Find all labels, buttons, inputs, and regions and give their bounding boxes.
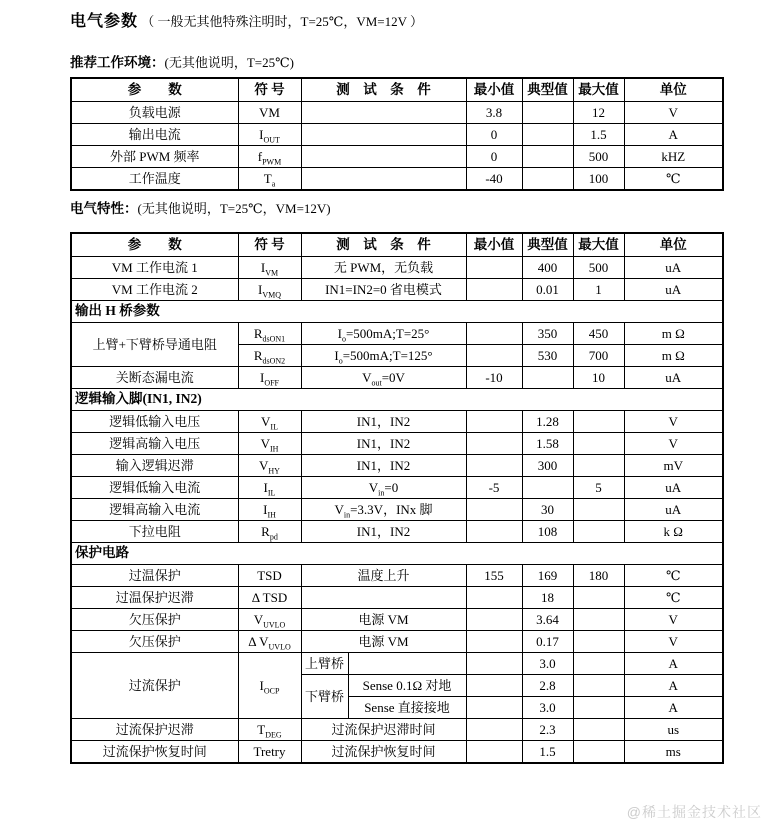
- table-cell: [466, 455, 522, 477]
- table-row: [71, 433, 723, 455]
- table-cell: A: [624, 675, 723, 697]
- table-cell: 300: [522, 455, 573, 477]
- table-row: [71, 257, 723, 279]
- table-cell: $I_{OFF}$: [238, 367, 301, 389]
- column-header: 典型值: [522, 78, 573, 102]
- table-cell: IN1，IN2: [301, 521, 466, 543]
- table-cell: VM 工作电流 2: [71, 279, 238, 301]
- table-cell: us: [624, 719, 723, 741]
- column-header: 测 试 条 件: [301, 78, 466, 102]
- table-cell: Δ $V_{UVLO}$: [238, 631, 301, 653]
- table-cell: [466, 433, 522, 455]
- table-cell: 3.64: [522, 609, 573, 631]
- table-cell: [522, 102, 573, 124]
- table-cell: A: [624, 124, 723, 146]
- table-cell: [573, 499, 624, 521]
- table-cell: 逻辑低输入电流: [71, 477, 238, 499]
- table-cell: $T_{DEG}$: [238, 719, 301, 741]
- table-row: [71, 279, 723, 301]
- table-cell: [522, 367, 573, 389]
- table-cell: 输入逻辑迟滞: [71, 455, 238, 477]
- table-row: [71, 168, 723, 191]
- table-row: [71, 455, 723, 477]
- table-cell: [466, 521, 522, 543]
- table-cell: V: [624, 631, 723, 653]
- column-header: 最小值: [466, 233, 522, 257]
- table-cell: $I_{VMQ}$: [238, 279, 301, 301]
- column-header: 符 号: [238, 233, 301, 257]
- watermark: @稀土掘金技术社区: [626, 804, 762, 820]
- column-header: 最大值: [573, 78, 624, 102]
- table-cell: [573, 697, 624, 719]
- table-cell: [573, 455, 624, 477]
- table-cell: V: [624, 102, 723, 124]
- table-cell: [573, 587, 624, 609]
- table-cell: [466, 631, 522, 653]
- table-cell: [522, 477, 573, 499]
- table-cell: [466, 697, 522, 719]
- column-header: 典型值: [522, 233, 573, 257]
- table-cell: V: [624, 411, 723, 433]
- table-cell: 155: [466, 565, 522, 587]
- table-row: [71, 323, 723, 345]
- table-cell: [466, 675, 522, 697]
- table-cell: 0: [466, 146, 522, 168]
- table-cell: 温度上升: [301, 565, 466, 587]
- table-cell: 逻辑高输入电流: [71, 499, 238, 521]
- table-cell: Tretry: [238, 741, 301, 764]
- table-cell: uA: [624, 367, 723, 389]
- table-cell: [573, 433, 624, 455]
- table-cell: 1.5: [573, 124, 624, 146]
- table-cell: 欠压保护: [71, 609, 238, 631]
- table-cell: uA: [624, 477, 723, 499]
- table-header: [71, 78, 723, 102]
- table-cell: m Ω: [624, 323, 723, 345]
- table-cell: 700: [573, 345, 624, 367]
- table-cell: 500: [573, 257, 624, 279]
- table-cell: 12: [573, 102, 624, 124]
- table-cell: A: [624, 697, 723, 719]
- table-cell: 1.28: [522, 411, 573, 433]
- table-cell: $V_{HY}$: [238, 455, 301, 477]
- column-header: 单位: [624, 78, 723, 102]
- table-cell: [466, 279, 522, 301]
- table-cell: mV: [624, 455, 723, 477]
- table-cell: 1: [573, 279, 624, 301]
- table-cell: IN1=IN2=0 省电模式: [301, 279, 466, 301]
- table-cell: A: [624, 653, 723, 675]
- table-cell: -10: [466, 367, 522, 389]
- recommended-conditions-note: (无其他说明，T=25℃): [164, 55, 294, 70]
- table-cell: [573, 411, 624, 433]
- table-cell: Sense 直接接地: [348, 697, 466, 719]
- column-header: 最大值: [573, 233, 624, 257]
- table-cell: [301, 124, 466, 146]
- column-header: 最小值: [466, 78, 522, 102]
- table-cell: IN1，IN2: [301, 411, 466, 433]
- table-cell: IN1，IN2: [301, 455, 466, 477]
- table-cell: [573, 741, 624, 764]
- table-cell: 1.5: [522, 741, 573, 764]
- table-row: [71, 587, 723, 609]
- column-header: 参 数: [71, 233, 238, 257]
- table-cell: [573, 719, 624, 741]
- table-cell: [522, 124, 573, 146]
- table-row: [71, 521, 723, 543]
- electrical-characteristics-heading: [70, 197, 722, 217]
- table-cell: $R_{dsON1}$: [238, 323, 301, 345]
- table-cell: 电源 VM: [301, 631, 466, 653]
- recommended-operating-conditions-table: [70, 77, 724, 191]
- table-cell: 10: [573, 367, 624, 389]
- table-cell: Δ TSD: [238, 587, 301, 609]
- table-cell: uA: [624, 279, 723, 301]
- table-cell: 下拉电阻: [71, 521, 238, 543]
- table-cell: [466, 719, 522, 741]
- section-label: 输出 H 桥参数: [71, 301, 723, 323]
- table-cell: [301, 168, 466, 191]
- table-cell: TSD: [238, 565, 301, 587]
- table-cell: 3.0: [522, 653, 573, 675]
- section-label: 逻辑输入脚(IN1, IN2): [71, 389, 723, 411]
- table-cell: $V_{in}=0$: [301, 477, 466, 499]
- table-cell: 108: [522, 521, 573, 543]
- page-title: [70, 8, 722, 31]
- table-cell: [466, 345, 522, 367]
- table-cell: 169: [522, 565, 573, 587]
- table-cell: $V_{IH}$: [238, 433, 301, 455]
- table-cell: [466, 411, 522, 433]
- table-cell: 欠压保护: [71, 631, 238, 653]
- table-cell: [466, 323, 522, 345]
- table-cell: 过温保护迟滞: [71, 587, 238, 609]
- table-row: [71, 719, 723, 741]
- table-cell: ℃: [624, 565, 723, 587]
- table-cell: $I_{IH}$: [238, 499, 301, 521]
- page-title-note: （ 一般无其他特殊注明时，T=25℃，VM=12V ）: [141, 14, 424, 29]
- table-cell: IN1，IN2: [301, 433, 466, 455]
- table-row: [71, 411, 723, 433]
- table-cell: [301, 587, 466, 609]
- table-cell: [573, 521, 624, 543]
- header-row: [71, 78, 723, 102]
- electrical-characteristics-label: 电气特性：: [70, 201, 138, 216]
- table-cell: k Ω: [624, 521, 723, 543]
- table-cell: -5: [466, 477, 522, 499]
- table-cell: 350: [522, 323, 573, 345]
- table-cell: uA: [624, 257, 723, 279]
- table-cell: m Ω: [624, 345, 723, 367]
- table-cell: [522, 168, 573, 191]
- table-row: [71, 631, 723, 653]
- table-cell: 关断态漏电流: [71, 367, 238, 389]
- table-cell: 过流保护恢复时间: [71, 741, 238, 764]
- column-header: 单位: [624, 233, 723, 257]
- table-cell: 3.8: [466, 102, 522, 124]
- table-cell: [466, 653, 522, 675]
- table-cell: 500: [573, 146, 624, 168]
- table-cell: $I_{OCP}$: [238, 653, 301, 719]
- table-cell: $I_o=500mA;T=125^\circ$: [301, 345, 466, 367]
- table-cell: 18: [522, 587, 573, 609]
- table-cell: 过流保护恢复时间: [301, 741, 466, 764]
- table-row: [71, 477, 723, 499]
- table-cell: 180: [573, 565, 624, 587]
- table-cell: [573, 653, 624, 675]
- table-cell: 5: [573, 477, 624, 499]
- table-cell: 0.17: [522, 631, 573, 653]
- page-content: [70, 8, 722, 764]
- table-cell: $I_{VM}$: [238, 257, 301, 279]
- table-cell: 上臂桥: [301, 653, 348, 675]
- table-cell: [466, 609, 522, 631]
- table-header: [71, 233, 723, 257]
- table-cell: 逻辑高输入电压: [71, 433, 238, 455]
- table-row: [71, 102, 723, 124]
- table-cell: [573, 609, 624, 631]
- table-cell: 450: [573, 323, 624, 345]
- table-cell: ℃: [624, 587, 723, 609]
- table-cell: -40: [466, 168, 522, 191]
- table-cell: [573, 631, 624, 653]
- table-cell: $R_{pd}$: [238, 521, 301, 543]
- table-cell: $I_o=500mA;T=25^\circ$: [301, 323, 466, 345]
- table-cell: 0: [466, 124, 522, 146]
- table-cell: $V_{out}=0V$: [301, 367, 466, 389]
- table-cell: 电源 VM: [301, 609, 466, 631]
- table-cell: 30: [522, 499, 573, 521]
- section-row: [71, 389, 723, 411]
- header-row: [71, 233, 723, 257]
- table-cell: [466, 587, 522, 609]
- table-row: [71, 124, 723, 146]
- table-cell: 输出电流: [71, 124, 238, 146]
- table-cell: 1.58: [522, 433, 573, 455]
- table-body: [71, 102, 723, 191]
- table-cell: 过流保护迟滞: [71, 719, 238, 741]
- section-row: [71, 543, 723, 565]
- table-cell: uA: [624, 499, 723, 521]
- table-cell: ℃: [624, 168, 723, 191]
- electrical-characteristics-note: (无其他说明，T=25℃，VM=12V): [137, 201, 331, 216]
- table-cell: 过流保护: [71, 653, 238, 719]
- table-cell: 100: [573, 168, 624, 191]
- table-cell: 3.0: [522, 697, 573, 719]
- table-cell: [301, 146, 466, 168]
- table-cell: [573, 675, 624, 697]
- table-cell: [522, 146, 573, 168]
- table-cell: [466, 499, 522, 521]
- table-cell: $I_{OUT}$: [238, 124, 301, 146]
- column-header: 测 试 条 件: [301, 233, 466, 257]
- table-cell: [301, 102, 466, 124]
- table-cell: 上臂+下臂桥导通电阻: [71, 323, 238, 367]
- table-cell: 外部 PWM 频率: [71, 146, 238, 168]
- table-cell: 530: [522, 345, 573, 367]
- table-cell: VM 工作电流 1: [71, 257, 238, 279]
- table-cell: V: [624, 433, 723, 455]
- table-cell: 2.8: [522, 675, 573, 697]
- table-cell: $V_{in}=3.3V$，INx 脚: [301, 499, 466, 521]
- electrical-characteristics-table: [70, 232, 724, 764]
- recommended-conditions-heading: [70, 51, 722, 71]
- section-row: [71, 301, 723, 323]
- table-cell: ms: [624, 741, 723, 764]
- table-row: [71, 741, 723, 764]
- table-cell: $I_{IL}$: [238, 477, 301, 499]
- table-row: [71, 609, 723, 631]
- table-cell: 2.3: [522, 719, 573, 741]
- table-cell: 无 PWM，无负载: [301, 257, 466, 279]
- table-row: [71, 565, 723, 587]
- table-cell: $V_{IL}$: [238, 411, 301, 433]
- table-body: [71, 257, 723, 764]
- table-cell: [466, 741, 522, 764]
- recommended-conditions-label: 推荐工作环境：: [70, 55, 165, 70]
- column-header: 参 数: [71, 78, 238, 102]
- section-label: 保护电路: [71, 543, 723, 565]
- table-cell: 过温保护: [71, 565, 238, 587]
- table-cell: 下臂桥: [301, 675, 348, 719]
- table-cell: $R_{dsON2}$: [238, 345, 301, 367]
- column-header: 符 号: [238, 78, 301, 102]
- table-cell: 0.01: [522, 279, 573, 301]
- table-cell: [466, 257, 522, 279]
- table-cell: [348, 653, 466, 675]
- table-cell: 负载电源: [71, 102, 238, 124]
- table-cell: $f_{PWM}$: [238, 146, 301, 168]
- table-row: [71, 146, 723, 168]
- table-cell: 400: [522, 257, 573, 279]
- table-cell: 过流保护迟滞时间: [301, 719, 466, 741]
- table-row: [71, 653, 723, 675]
- table-cell: 工作温度: [71, 168, 238, 191]
- table-cell: $V_{UVLO}$: [238, 609, 301, 631]
- table-row: [71, 499, 723, 521]
- table-cell: kHZ: [624, 146, 723, 168]
- table-cell: VM: [238, 102, 301, 124]
- table-cell: V: [624, 609, 723, 631]
- table-cell: Sense 0.1Ω 对地: [348, 675, 466, 697]
- page-title-text: 电气参数: [70, 13, 139, 30]
- table-cell: 逻辑低输入电压: [71, 411, 238, 433]
- table-row: [71, 367, 723, 389]
- table-cell: $T_a$: [238, 168, 301, 191]
